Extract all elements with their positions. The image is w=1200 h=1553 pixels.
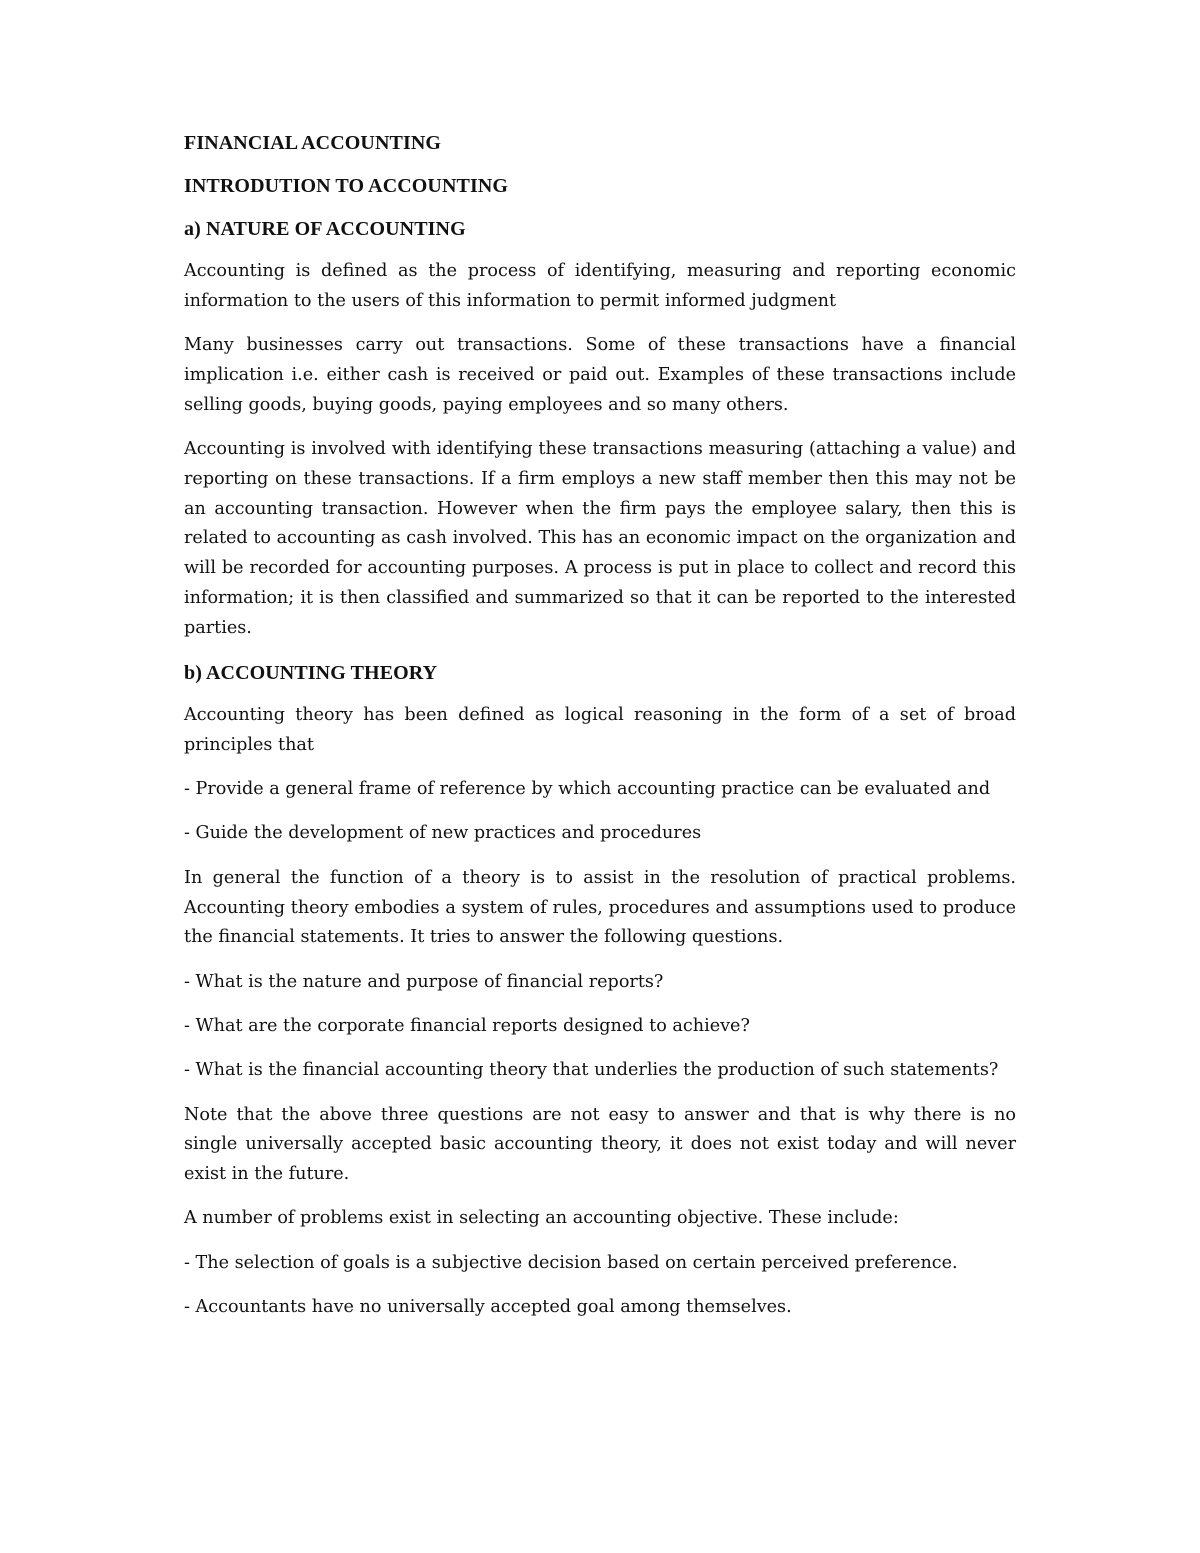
paragraph: A number of problems exist in selecting an accounting objective. These include: — [184, 1208, 899, 1229]
paragraph: Accounting is involved with identifying these transactions measuring (attaching a value) and reporting on these transactions. If a firm employs a new staff member then this may not be an accounting transaction. However when the firm pays the employee salary, then this is related to accounting as cash involved. This has an economic impact on the organization and will be recorded for accounting purposes. A process is put in place to collect and record this information; it is then classified and summarized so that it can be reported to the interested parties. — [184, 438, 1016, 638]
list-item: - What are the corporate financial reports designed to achieve? — [184, 1015, 750, 1036]
document-subtitle: INTRODUTION TO ACCOUNTING — [184, 175, 509, 197]
document-page — [184, 128, 1016, 1337]
paragraph: Accounting is defined as the process of identifying, measuring and reporting economic information to the users of this information to permit informed judgment — [184, 261, 1016, 311]
section-a-heading: a) NATURE OF ACCOUNTING — [184, 218, 466, 240]
section-b-heading: b) ACCOUNTING THEORY — [184, 662, 438, 685]
paragraph: Note that the above three questions are not easy to answer and that is why there is no single universally accepted basic accounting theory, it does not exist today and will never exist in the future. — [184, 1104, 1016, 1185]
list-item: - Guide the development of new practices and procedures — [184, 823, 702, 844]
list-item: - What is the nature and purpose of financial reports? — [184, 971, 664, 992]
list-item: - What is the financial accounting theory that underlies the production of such statements? — [184, 1060, 999, 1081]
paragraph: Accounting theory has been defined as logical reasoning in the form of a set of broad principles that — [184, 705, 1016, 755]
list-item: - Provide a general frame of reference by which accounting practice can be evaluated and — [184, 779, 991, 800]
document-title: FINANCIAL ACCOUNTING — [184, 132, 442, 154]
list-item: - Accountants have no universally accepted goal among themselves. — [184, 1297, 792, 1318]
paragraph: Many businesses carry out transactions. Some of these transactions have a financial implication i.e. either cash is received or paid out. Examples of these transactions include selling goods, buying goods, paying employees and so many others. — [184, 335, 1016, 415]
list-item: - The selection of goals is a subjective decision based on certain perceived preference. — [184, 1252, 958, 1273]
paragraph: In general the function of a theory is to assist in the resolution of practical problems. Accounting theory embodies a system of rules, procedures and assumptions used to produce the financial statements. It tries to answer the following questions. — [184, 867, 1016, 948]
